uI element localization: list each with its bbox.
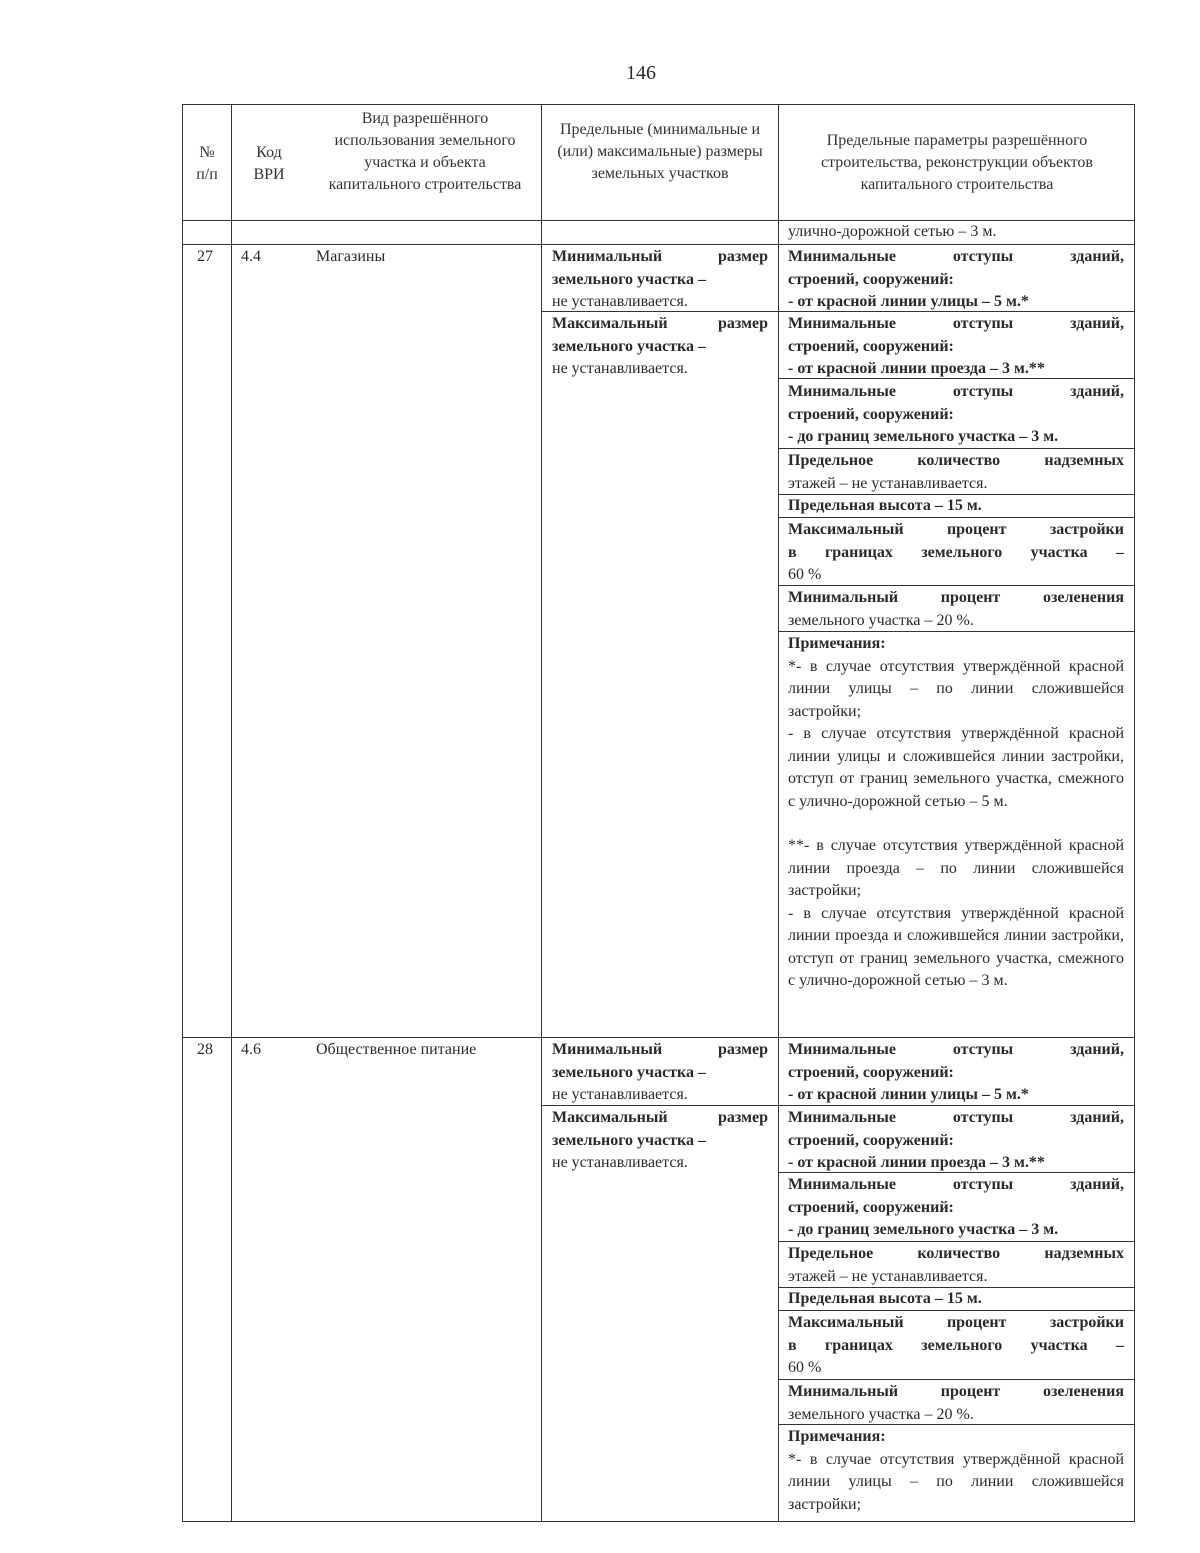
setback-street-cell — [788, 246, 1124, 314]
header-params: Предельные параметры разрешённого строительства, реконструкции объектов капитального строительства — [821, 132, 1093, 193]
min-size-title: Минимальный размер — [552, 1041, 768, 1058]
setback-sub: строений, сооружений: — [788, 270, 954, 288]
setback-sub: строений, сооружений: — [788, 337, 954, 355]
height-cell — [788, 1288, 1124, 1311]
min-size-tail: не устанавливается. — [552, 293, 688, 310]
height-cell — [788, 495, 1124, 518]
green-pct-label: Минимальный процент озеленения — [788, 1383, 1124, 1400]
build-pct-cell — [788, 1312, 1124, 1380]
setback-boundary-cell — [788, 381, 1124, 449]
notes-title: Примечания: — [788, 635, 886, 652]
build-pct-label: Максимальный процент застройки — [788, 1314, 1124, 1331]
floors-value: этажей – не устанавливается. — [788, 1267, 988, 1285]
floors-cell — [788, 1243, 1124, 1288]
notes-cell — [788, 633, 1124, 993]
setback-label: Минимальные отступы зданий, — [788, 248, 1124, 265]
max-size-tail: не устанавливается. — [552, 1154, 688, 1171]
note-item: - в случае отсутствия утверждённой красной линии улицы и сложившейся линии застройки, отступ от границ земельного участка, смежного с улично-дорожной сетью – 5 м. — [788, 725, 1124, 810]
build-pct-sub: в границах земельного участка – — [788, 543, 1124, 561]
header-code: Код ВРИ — [253, 144, 285, 183]
note-item: - в случае отсутствия утверждённой красной линии проезда и сложившейся линии застройки, отступ от границ земельного участка, смежного с улично-дорожной сетью – 3 м. — [788, 904, 1124, 989]
max-size-cell — [552, 1107, 768, 1175]
build-pct-value: 60 % — [788, 1359, 822, 1376]
build-pct-label: Максимальный процент застройки — [788, 521, 1124, 538]
setback-boundary-cell — [788, 1174, 1124, 1242]
setback-value: - от красной линии улицы – 5 м.* — [788, 293, 1029, 310]
row-num: 27 — [197, 248, 213, 265]
min-size-body: земельного участка – — [552, 270, 707, 288]
max-size-cell — [552, 313, 768, 381]
floors-label: Предельное количество надземных — [788, 452, 1124, 469]
green-pct-cell — [788, 1381, 1124, 1426]
row-code: 4.4 — [241, 248, 261, 265]
row-num: 28 — [197, 1041, 213, 1058]
build-pct-value: 60 % — [788, 566, 822, 583]
floors-cell — [788, 450, 1124, 495]
header-type: Вид разрешённого использования земельного участка и объекта капитального строительства — [328, 110, 522, 193]
min-size-body: земельного участка – — [552, 1063, 707, 1081]
setback-label: Минимальные отступы зданий, — [788, 1109, 1124, 1126]
green-pct-label: Минимальный процент озеленения — [788, 589, 1124, 606]
notes-cell — [788, 1426, 1124, 1516]
setback-label: Минимальные отступы зданий, — [788, 1041, 1124, 1058]
note-item: **- в случае отсутствия утверждённой красной линии проезда – по линии сложившейся застройки; — [788, 837, 1124, 899]
setback-sub: строений, сооружений: — [788, 1063, 954, 1081]
build-pct-cell — [788, 519, 1124, 587]
setback-value: - от красной линии проезда – 3 м.** — [788, 1154, 1045, 1171]
note-item: *- в случае отсутствия утверждённой красной линии улицы – по линии сложившейся застройки; — [788, 657, 1124, 720]
setback-label: Минимальные отступы зданий, — [788, 1176, 1124, 1193]
min-size-cell — [552, 1039, 768, 1107]
row-code: 4.6 — [241, 1041, 261, 1058]
min-size-title: Минимальный размер — [552, 248, 768, 265]
page-number: 146 — [626, 62, 656, 84]
row-name: Общественное питание — [316, 1041, 477, 1058]
green-pct-value: земельного участка – 20 %. — [788, 611, 974, 629]
setback-value: - до границ земельного участка – 3 м. — [788, 1221, 1059, 1238]
floors-label: Предельное количество надземных — [788, 1245, 1124, 1262]
setback-label: Минимальные отступы зданий, — [788, 315, 1124, 332]
notes-title: Примечания: — [788, 1428, 886, 1445]
floors-value: этажей – не устанавливается. — [788, 474, 988, 492]
setback-street-cell — [788, 1039, 1124, 1107]
setback-value: - от красной линии проезда – 3 м.** — [788, 360, 1045, 377]
setback-drive-cell — [788, 313, 1124, 381]
row-name: Магазины — [316, 248, 386, 265]
header-num: № п/п — [196, 144, 218, 183]
max-size-body: земельного участка – — [552, 1131, 707, 1149]
setback-value: - до границ земельного участка – 3 м. — [788, 428, 1059, 445]
max-size-tail: не устанавливается. — [552, 360, 688, 377]
header-sizes: Предельные (минимальные и (или) максимальные) размеры земельных участков — [557, 121, 763, 182]
setback-value: - от красной линии улицы – 5 м.* — [788, 1086, 1029, 1103]
height-value: Предельная высота – 15 м. — [788, 497, 982, 514]
setback-sub: строений, сооружений: — [788, 1131, 954, 1149]
carryover-text: улично-дорожной сетью – 3 м. — [788, 223, 997, 240]
max-size-title: Максимальный размер — [552, 315, 768, 332]
build-pct-sub: в границах земельного участка – — [788, 1336, 1124, 1354]
max-size-body: земельного участка – — [552, 337, 707, 355]
max-size-title: Максимальный размер — [552, 1109, 768, 1126]
setback-sub: строений, сооружений: — [788, 1198, 954, 1216]
note-item: *- в случае отсутствия утверждённой красной линии улицы – по линии сложившейся застройки; — [788, 1450, 1124, 1513]
green-pct-cell — [788, 587, 1124, 632]
min-size-tail: не устанавливается. — [552, 1086, 688, 1103]
setback-sub: строений, сооружений: — [788, 405, 954, 423]
height-value: Предельная высота – 15 м. — [788, 1290, 982, 1307]
min-size-cell — [552, 246, 768, 314]
green-pct-value: земельного участка – 20 %. — [788, 1405, 974, 1423]
setback-drive-cell — [788, 1107, 1124, 1175]
setback-label: Минимальные отступы зданий, — [788, 383, 1124, 400]
